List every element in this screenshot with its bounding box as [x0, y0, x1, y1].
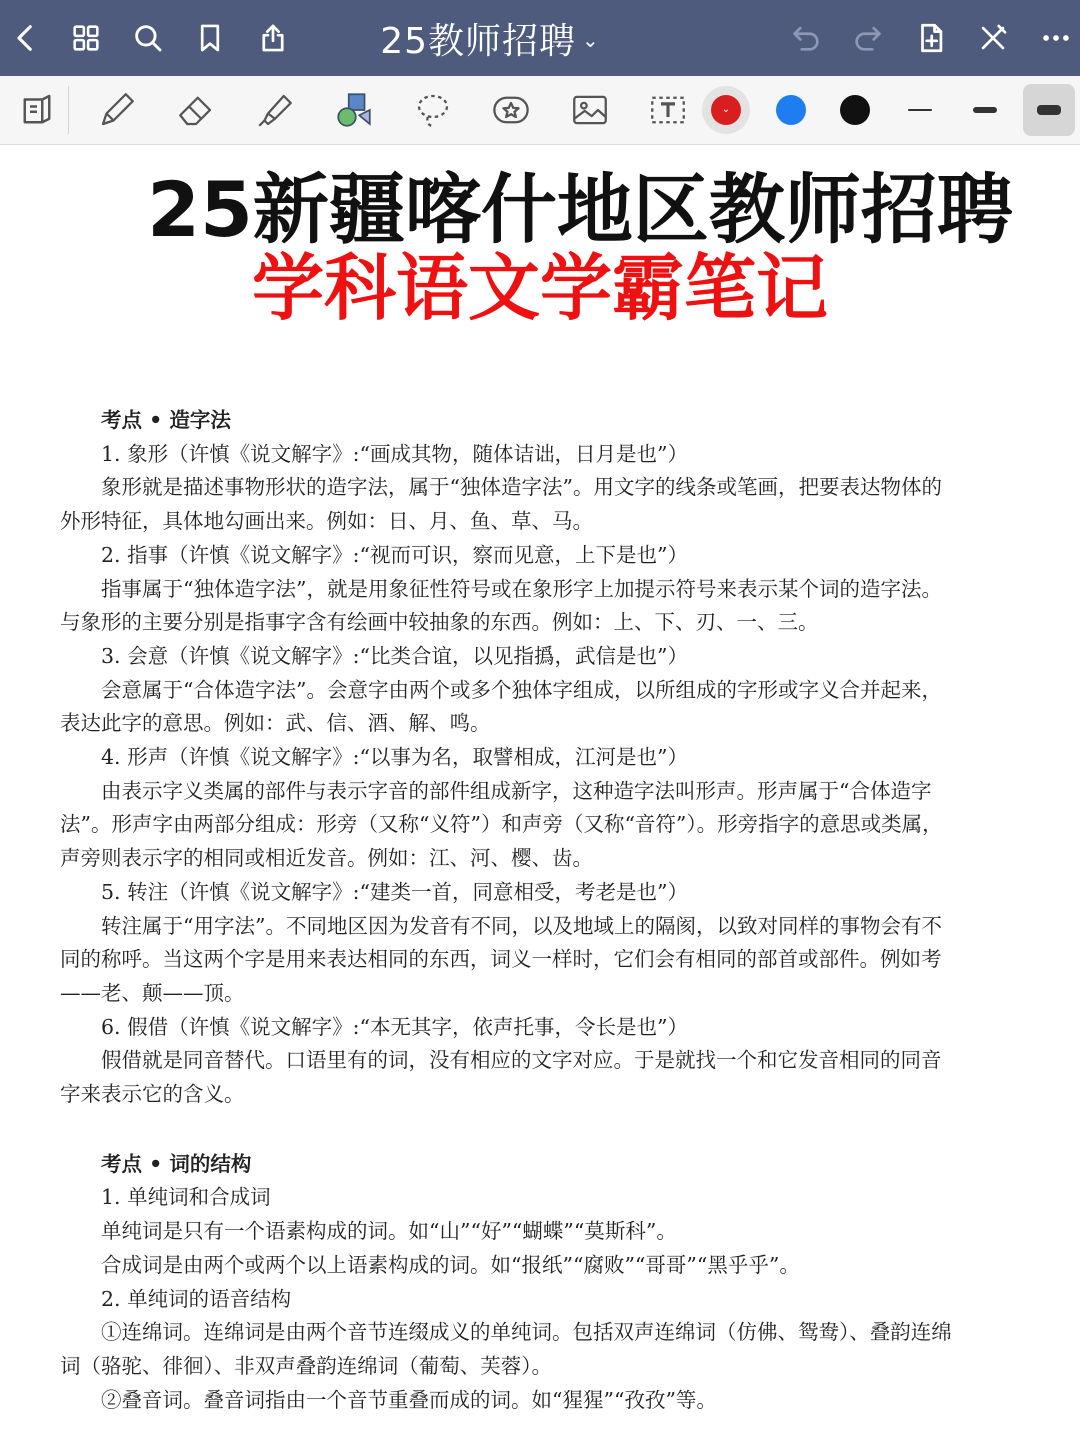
paragraph: 5. 转注（许慎《说文解字》:“建类一首，同意相受，考老是也”） — [101, 879, 688, 904]
shapes-icon — [333, 89, 375, 131]
paragraph: 指事属于“独体造字法”，就是用象征性符号或在象形字上加提示符号来表示某个词的造字法。与象形的主要分别是指事字含有绘画中较抽象的东西。例如：上、下、刃、一、三。 — [60, 576, 942, 635]
paragraph: 会意属于“合体造字法”。会意字由两个或多个独体字组成，以所组成的字形或字义合并起来，表达此字的意思。例如：武、信、酒、解、鸣。 — [60, 677, 942, 736]
search-button[interactable] — [122, 12, 174, 64]
section-heading: 考点 • 词的结构 — [101, 1151, 252, 1176]
grid-icon — [69, 21, 103, 55]
color-swatch-blue[interactable] — [767, 86, 815, 134]
share-icon — [256, 21, 290, 55]
stroke-thick-button[interactable] — [1023, 84, 1075, 136]
stroke-medium-icon — [973, 107, 997, 113]
section-spacer — [60, 1112, 960, 1148]
lasso-icon — [412, 89, 454, 131]
search-icon — [131, 21, 165, 55]
undo-icon — [789, 21, 823, 55]
document-title-button[interactable] — [340, 10, 640, 66]
redo-icon — [851, 21, 885, 55]
thumbnails-button[interactable] — [60, 12, 112, 64]
color-swatch-red[interactable] — [702, 86, 750, 134]
color-swatch-black[interactable] — [831, 86, 879, 134]
paragraph: 1. 单纯词和合成词 — [101, 1185, 271, 1210]
close-edit-button[interactable] — [967, 12, 1019, 64]
highlighter-tool[interactable] — [246, 82, 304, 138]
more-button[interactable] — [1030, 12, 1080, 64]
chevron-left-icon — [9, 21, 43, 55]
paragraph: 4. 形声（许慎《说文解字》:“以事为名，取譬相成，江河是也”） — [101, 745, 688, 770]
paragraph: 1. 象形（许慎《说文解字》:“画成其物，随体诘诎，日月是也”） — [101, 441, 688, 466]
pencil-off-icon — [976, 21, 1010, 55]
pen-icon — [96, 89, 138, 131]
document-body — [60, 404, 960, 1417]
stroke-thick-icon — [1037, 105, 1061, 115]
annotation-toolbar — [0, 76, 1080, 145]
paragraph: 由表示字义类属的部件与表示字音的部件组成新字，这种造字法叫形声。形声属于“合体造字法”。形声字由两部分组成：形旁（又称“义符”）和声旁（又称“音符”）。形旁指字的意思或类属，声旁则表示字的相同或相近发音。例如：江、河、樱、齿。 — [60, 778, 943, 871]
color-blue-dot — [776, 95, 806, 125]
toolbar-divider — [68, 86, 69, 134]
document-title: 25教师招聘 — [380, 20, 577, 62]
image-icon — [569, 89, 611, 131]
eraser-tool[interactable] — [167, 82, 225, 138]
add-page-icon — [914, 21, 948, 55]
document-sub-title: 学科语文学霸笔记 — [251, 246, 828, 330]
highlighter-icon — [254, 89, 296, 131]
paragraph: 2. 指事（许慎《说文解字》:“视而可识，察而见意，上下是也”） — [101, 542, 688, 567]
top-nav-bar — [0, 0, 1080, 76]
add-page-button[interactable] — [905, 12, 957, 64]
paragraph: 2. 单纯词的语音结构 — [101, 1286, 292, 1311]
back-button[interactable] — [0, 12, 52, 64]
more-horizontal-icon — [1039, 21, 1073, 55]
undo-button[interactable] — [780, 12, 832, 64]
read-mode-button[interactable] — [8, 82, 66, 138]
paragraph: 6. 假借（许慎《说文解字》:“本无其字，依声托事，令长是也”） — [101, 1014, 688, 1039]
text-tool[interactable] — [639, 82, 697, 138]
color-black-dot — [840, 95, 870, 125]
paragraph: ②叠音词。叠音词指由一个音节重叠而成的词。如“猩猩”“孜孜”等。 — [101, 1387, 717, 1412]
paragraph: 转注属于“用字法”。不同地区因为发音有不同，以及地域上的隔阂，以致对同样的事物会有不同的称呼。当这两个字是用来表达相同的东西，词义一样时，它们会有相同的部首或部件。例如考——老、颠——顶。 — [60, 913, 942, 1005]
bookmark-button[interactable] — [184, 12, 236, 64]
share-button[interactable] — [247, 12, 299, 64]
lasso-tool[interactable] — [404, 82, 462, 138]
paragraph: 象形就是描述事物形状的造字法，属于“独体造字法”。用文字的线条或笔画，把要表达物体的外形特征，具体地勾画出来。例如：日、月、鱼、草、马。 — [60, 475, 942, 534]
selected-color-chevron-icon: ⌄ — [721, 104, 731, 115]
section-heading: 考点 • 造字法 — [101, 408, 231, 432]
read-mode-icon — [16, 89, 58, 131]
paragraph: 假借就是同音替代。口语里有的词，没有相应的文字对应。于是就找一个和它发音相同的同音字来表示它的含义。 — [60, 1048, 942, 1107]
image-tool[interactable] — [561, 82, 619, 138]
color-red-dot — [711, 95, 741, 125]
sticker-tool[interactable] — [482, 82, 540, 138]
redo-button[interactable] — [842, 12, 894, 64]
pen-tool[interactable] — [88, 82, 146, 138]
stroke-thin-icon — [908, 109, 932, 111]
shape-tool[interactable] — [325, 82, 383, 138]
sticker-icon — [490, 89, 532, 131]
text-box-icon — [647, 89, 689, 131]
paragraph: 3. 会意（许慎《说文解字》:“比类合谊，以见指撝，武信是也”） — [101, 643, 688, 668]
bookmark-icon — [193, 21, 227, 55]
chevron-down-icon: ⌄ — [582, 28, 600, 52]
document-main-title: 25新疆喀什地区教师招聘 — [147, 165, 1013, 254]
stroke-medium-button[interactable] — [959, 84, 1011, 136]
paragraph: 合成词是由两个或两个以上语素构成的词。如“报纸”“腐败”“哥哥”“黑乎乎”。 — [101, 1252, 800, 1277]
eraser-icon — [175, 89, 217, 131]
paragraph: 单纯词是只有一个语素构成的词。如“山”“好”“蝴蝶”“莫斯科”。 — [101, 1219, 677, 1244]
stroke-thin-button[interactable] — [894, 84, 946, 136]
paragraph: ①连绵词。连绵词是由两个音节连缀成义的单纯词。包括双声连绵词（仿佛、鸳鸯）、叠韵连绵词（骆驼、徘徊）、非双声叠韵连绵词（葡萄、芙蓉）。 — [60, 1320, 952, 1378]
